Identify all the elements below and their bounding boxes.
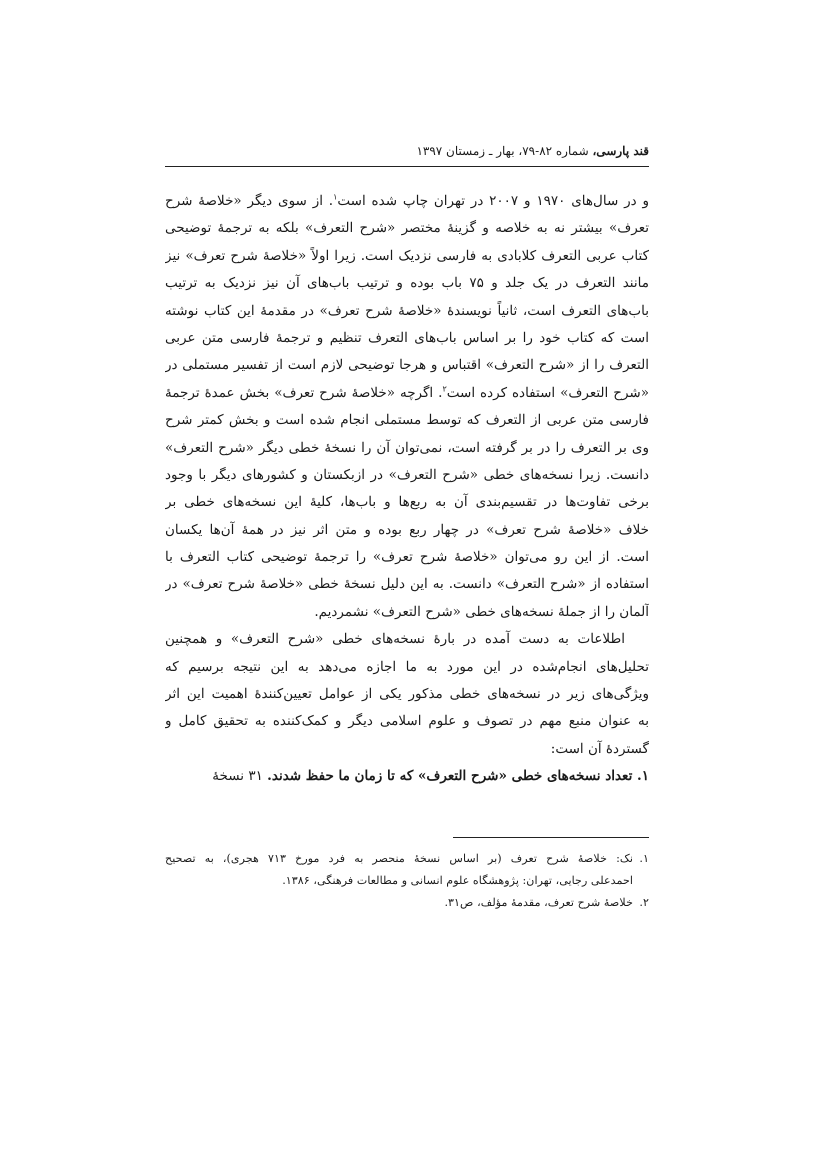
text-line: تحلیل‌های انجام‌شده در این مورد به ما اجازه می‌دهد به این نتیجه برسیم که xyxy=(165,658,649,675)
text-line: مانند التعرف در یک جلد و ۷۵ باب بوده و ترتیب باب‌های آن نیز نزدیک به ترتیب xyxy=(165,275,649,292)
running-header xyxy=(165,142,649,160)
text-line: استفاده از «شرح التعرف» دانست. به این دلیل نسخهٔ خطی «خلاصهٔ شرح تعرف» در xyxy=(165,576,649,593)
text-line: است. از این رو می‌توان «خلاصهٔ شرح تعرف» را ترجمهٔ توضیحی کتاب التعرف با xyxy=(165,549,649,566)
footnote-number: ۱. xyxy=(639,852,649,865)
footnote-1-cont: احمدعلی رجایی، تهران: پژوهشگاه علوم انسانی و مطالعات فرهنگی، ۱۳۸۶. xyxy=(282,874,633,887)
text-line: التعرف را از «شرح التعرف» اقتباس و هرجا توضیحی لازم است از تفسیر مستملی در xyxy=(165,357,649,374)
footnote-ref-2[interactable]: ۲ xyxy=(442,384,447,394)
text-line: به عنوان منبع مهم در تصوف و علوم اسلامی دیگر و کمک‌کننده به تحقیق کامل و xyxy=(165,713,649,730)
header-rule xyxy=(165,166,649,167)
footnote-number: ۲. xyxy=(639,896,649,909)
text-line: خلاف «خلاصهٔ شرح تعرف» در چهار ربع بوده و متن اثر نیز در همهٔ آن‌ها یکسان xyxy=(165,521,649,538)
footnotes xyxy=(165,848,649,914)
text-line: وی بر التعرف را در بر گرفته است، نمی‌توان آن را نسخهٔ خطی دیگر «شرح التعرف» xyxy=(165,439,649,456)
footnote-1: ۱.نک: خلاصهٔ شرح تعرف (بر اساس نسخهٔ منحصر به فرد مورخ ۷۱۳ هجری)، به تصحیح xyxy=(165,848,649,870)
text-line: برخی تفاوت‌ها در تقسیم‌بندی آن به ربع‌ها و باب‌ها، کلیهٔ این نسخه‌های خطی بر xyxy=(165,494,649,511)
text-line: فارسی متن عربی از التعرف که توسط مستملی انجام شده است و بخش کمتر شرح xyxy=(165,412,649,429)
footnote-ref-1[interactable]: ۱ xyxy=(333,192,338,202)
text-line: دانست. زیرا نسخه‌های خطی «شرح التعرف» در ازبکستان و کشورهای دیگر با وجود xyxy=(165,466,649,483)
text-line: اطلاعات به دست آمده در بارهٔ نسخه‌های خطی «شرح التعرف» و همچنین xyxy=(165,631,625,648)
text-line: آلمان را از جملهٔ نسخه‌های خطی «شرح التعرف» نشمردیم. xyxy=(314,603,649,620)
text-line: گستردهٔ آن است: xyxy=(550,740,649,757)
text-line: و در سال‌های ۱۹۷۰ و ۲۰۰۷ در تهران چاپ شده است$^۱$. از سوی دیگر «خلاصهٔ شرح xyxy=(165,192,649,209)
footnote-2: ۲.خلاصهٔ شرح تعرف، مقدمهٔ مؤلف، ص۳۱. xyxy=(165,892,649,914)
body-text xyxy=(165,188,649,791)
text-line: «شرح التعرف» استفاده کرده است$^۲$. اگرچه «خلاصهٔ شرح تعرف» بخش عمدهٔ ترجمهٔ xyxy=(165,384,649,401)
text-line: ویژگی‌های زیر در نسخه‌های خطی مذکور یکی از عوامل تعیین‌کنندهٔ اهمیت این اثر xyxy=(165,686,649,703)
journal-title: قند پارسی، xyxy=(592,144,649,158)
text-line: است که کتاب خود را بر اساس باب‌های التعرف تنظیم و ترجمهٔ فارسی متن عربی xyxy=(165,329,649,346)
footnote-rule xyxy=(453,837,649,838)
text-line: کتاب عربی التعرف کلابادی به فارسی نزدیک است. زیرا اولاً «خلاصهٔ شرح تعرف» نیز xyxy=(165,247,649,264)
text-line: تعرف» بیشتر نه به خلاصه و گزینهٔ مختصر «شرح التعرف» بلکه به ترجمهٔ توضیحی xyxy=(165,220,649,237)
issue-info: شماره ۸۲-۷۹، بهار ـ زمستان ۱۳۹۷ xyxy=(416,144,593,158)
text-line: باب‌های التعرف است، ثانیاً نویسندهٔ «خلاصهٔ شرح تعرف» در مقدمهٔ این کتاب نوشته xyxy=(165,302,649,319)
list-item-heading: ۱. تعداد نسخه‌های خطی «شرح التعرف» که تا زمان ما حفظ شدند. ۳۱ نسخهٔ xyxy=(212,768,649,785)
